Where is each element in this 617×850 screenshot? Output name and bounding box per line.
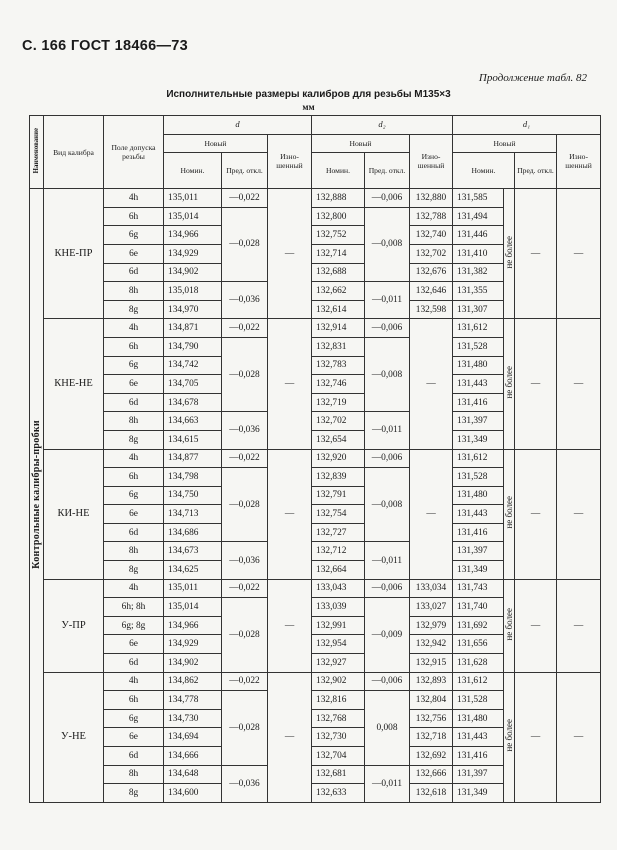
d2-deviation-cell: —0,008 — [365, 468, 410, 542]
d-deviation-cell: —0,022 — [222, 319, 268, 338]
d-nominal-cell: 134,663 — [164, 412, 222, 431]
d2-nominal-cell: 132,954 — [312, 635, 365, 654]
d-nominal-cell: 134,694 — [164, 728, 222, 747]
d1-nominal-cell: 131,397 — [453, 542, 504, 561]
d2-deviation-cell: —0,011 — [365, 765, 410, 802]
d1-nominal-cell: 131,628 — [453, 654, 504, 673]
d-nominal-cell: 134,902 — [164, 654, 222, 673]
header-d2-pred: Пред. откл. — [365, 153, 410, 189]
gauge-type-cell: КИ-НЕ — [44, 449, 104, 579]
tolerance-field-cell: 6g; 8g — [104, 616, 164, 635]
tolerance-field-cell: 6h — [104, 207, 164, 226]
d1-nominal-cell: 131,443 — [453, 505, 504, 524]
d1-nominal-cell: 131,410 — [453, 244, 504, 263]
d-nominal-cell: 134,929 — [164, 635, 222, 654]
d2-nominal-cell: 132,768 — [312, 709, 365, 728]
tolerance-field-cell: 6d — [104, 747, 164, 766]
d2-worn-cell: 132,979 — [410, 616, 453, 635]
header-d2: d₂ — [312, 116, 453, 135]
d2-worn-cell: 133,027 — [410, 598, 453, 617]
d-nominal-cell: 135,011 — [164, 579, 222, 598]
d2-worn-cell: 132,942 — [410, 635, 453, 654]
tolerance-field-cell: 8g — [104, 561, 164, 580]
d-nominal-cell: 134,877 — [164, 449, 222, 468]
d1-worn-cell: — — [557, 189, 601, 319]
d2-nominal-cell: 132,714 — [312, 244, 365, 263]
tolerance-field-cell: 8g — [104, 300, 164, 319]
d-nominal-cell: 134,705 — [164, 375, 222, 394]
d2-nominal-cell: 132,839 — [312, 468, 365, 487]
page-header: С. 166 ГОСТ 18466—73 — [22, 38, 189, 54]
d-nominal-cell: 135,014 — [164, 598, 222, 617]
d1-nominal-cell: 131,480 — [453, 356, 504, 375]
tolerance-field-cell: 8h — [104, 282, 164, 301]
d-nominal-cell: 135,011 — [164, 189, 222, 208]
d-deviation-cell: —0,028 — [222, 337, 268, 411]
d1-deviation-cell: — — [515, 672, 557, 802]
d1-nominal-cell: 131,416 — [453, 393, 504, 412]
header-d2-iznosh: Изно-шенный — [410, 134, 453, 189]
tolerance-field-cell: 8g — [104, 430, 164, 449]
tolerance-field-cell: 6h; 8h — [104, 598, 164, 617]
d-worn-cell: — — [268, 579, 312, 672]
header-d: d — [164, 116, 312, 135]
tolerance-field-cell: 6e — [104, 375, 164, 394]
d2-nominal-cell: 132,927 — [312, 654, 365, 673]
table-row — [30, 449, 601, 468]
units-label: мм — [302, 102, 315, 112]
d2-worn-cell: 132,666 — [410, 765, 453, 784]
d-deviation-cell: —0,036 — [222, 412, 268, 449]
d-deviation-cell: —0,022 — [222, 672, 268, 691]
d-deviation-cell: —0,022 — [222, 579, 268, 598]
d1-nominal-cell: 131,743 — [453, 579, 504, 598]
table-continuation-note: Продолжение табл. 82 — [478, 72, 587, 84]
header-d-pred: Пред. откл. — [222, 153, 268, 189]
d1-nominal-cell: 131,443 — [453, 375, 504, 394]
tolerance-field-cell: 4h — [104, 579, 164, 598]
d1-limit-cell — [504, 579, 515, 672]
d2-nominal-cell: 132,654 — [312, 430, 365, 449]
d2-worn-cell: 132,804 — [410, 691, 453, 710]
table-row — [30, 189, 601, 208]
d-deviation-cell: —0,036 — [222, 282, 268, 319]
d2-nominal-cell: 132,614 — [312, 300, 365, 319]
d2-worn-cell: 133,034 — [410, 579, 453, 598]
table-row — [30, 579, 601, 598]
d2-deviation-cell: —0,006 — [365, 579, 410, 598]
d1-nominal-cell: 131,480 — [453, 486, 504, 505]
d2-nominal-cell: 133,039 — [312, 598, 365, 617]
d1-nominal-cell: 131,494 — [453, 207, 504, 226]
d2-worn-cell: 132,646 — [410, 282, 453, 301]
d-nominal-cell: 134,778 — [164, 691, 222, 710]
tolerance-field-cell: 6h — [104, 468, 164, 487]
d1-nominal-cell: 131,416 — [453, 523, 504, 542]
ne-bolee-label: не более — [504, 366, 515, 399]
tolerance-field-cell: 8h — [104, 542, 164, 561]
tolerance-field-cell: 6e — [104, 244, 164, 263]
d2-worn-cell: 132,676 — [410, 263, 453, 282]
d-nominal-cell: 134,970 — [164, 300, 222, 319]
d-nominal-cell: 134,600 — [164, 784, 222, 803]
header-d1-iznosh: Изно-шенный — [557, 134, 601, 189]
d1-nominal-cell: 131,692 — [453, 616, 504, 635]
tolerance-field-cell: 4h — [104, 672, 164, 691]
d1-nominal-cell: 131,355 — [453, 282, 504, 301]
ne-bolee-label: не более — [504, 496, 515, 529]
d1-nominal-cell: 131,528 — [453, 337, 504, 356]
d-nominal-cell: 134,615 — [164, 430, 222, 449]
d1-worn-cell: — — [557, 672, 601, 802]
header-pole-dopuska: Поле допуска резьбы — [104, 116, 164, 189]
d1-nominal-cell: 131,480 — [453, 709, 504, 728]
d1-deviation-cell: — — [515, 449, 557, 579]
d1-nominal-cell: 131,349 — [453, 784, 504, 803]
d1-nominal-cell: 131,528 — [453, 468, 504, 487]
d-worn-cell: — — [268, 319, 312, 449]
d1-limit-cell — [504, 319, 515, 449]
d2-worn-cell: 132,598 — [410, 300, 453, 319]
d-nominal-cell: 134,966 — [164, 616, 222, 635]
d2-worn-cell: 132,740 — [410, 226, 453, 245]
d-worn-cell: — — [268, 672, 312, 802]
d2-nominal-cell: 132,633 — [312, 784, 365, 803]
d1-worn-cell: — — [557, 319, 601, 449]
d-nominal-cell: 134,966 — [164, 226, 222, 245]
header-d1-novyi: Новый — [453, 134, 557, 153]
d-nominal-cell: 134,929 — [164, 244, 222, 263]
ne-bolee-label: не более — [504, 236, 515, 269]
header-d-iznosh: Изно-шенный — [268, 134, 312, 189]
d2-nominal-cell: 132,991 — [312, 616, 365, 635]
d2-worn-cell: 132,915 — [410, 654, 453, 673]
d1-deviation-cell: — — [515, 319, 557, 449]
d1-nominal-cell: 131,656 — [453, 635, 504, 654]
d2-nominal-cell: 132,746 — [312, 375, 365, 394]
d1-nominal-cell: 131,528 — [453, 691, 504, 710]
table-body — [30, 189, 601, 803]
d1-nominal-cell: 131,349 — [453, 561, 504, 580]
d-nominal-cell: 134,678 — [164, 393, 222, 412]
d2-nominal-cell: 133,043 — [312, 579, 365, 598]
ne-bolee-label: не более — [504, 607, 515, 641]
d2-nominal-cell: 132,702 — [312, 412, 365, 431]
gauge-dimensions-table-wrap — [29, 115, 600, 803]
d1-worn-cell: — — [557, 579, 601, 672]
header-vid-kalibra: Вид калибра — [44, 116, 104, 189]
d-deviation-cell: —0,028 — [222, 468, 268, 542]
d2-worn-cell: 132,618 — [410, 784, 453, 803]
d1-nominal-cell: 131,585 — [453, 189, 504, 208]
d1-deviation-cell: — — [515, 579, 557, 672]
d1-worn-cell: — — [557, 449, 601, 579]
d-deviation-cell: —0,028 — [222, 207, 268, 281]
d2-deviation-cell: —0,011 — [365, 412, 410, 449]
d2-worn-cell: 132,880 — [410, 189, 453, 208]
tolerance-field-cell: 6e — [104, 635, 164, 654]
d1-nominal-cell: 131,612 — [453, 319, 504, 338]
tolerance-field-cell: 6e — [104, 505, 164, 524]
table-title: Исполнительные размеры калибров для резьбы М135×3 — [166, 89, 451, 100]
d-nominal-cell: 134,730 — [164, 709, 222, 728]
d2-nominal-cell: 132,712 — [312, 542, 365, 561]
header-d-novyi: Новый — [164, 134, 268, 153]
d-nominal-cell: 134,666 — [164, 747, 222, 766]
d2-nominal-cell: 132,754 — [312, 505, 365, 524]
d1-nominal-cell: 131,612 — [453, 449, 504, 468]
d-deviation-cell: —0,022 — [222, 189, 268, 208]
tolerance-field-cell: 6g — [104, 709, 164, 728]
d2-worn-cell: 132,893 — [410, 672, 453, 691]
d-nominal-cell: 134,862 — [164, 672, 222, 691]
d-worn-cell: — — [268, 189, 312, 319]
header-naimenovanie — [30, 116, 44, 189]
d1-nominal-cell: 131,397 — [453, 412, 504, 431]
tolerance-field-cell: 4h — [104, 449, 164, 468]
d2-deviation-cell: —0,006 — [365, 189, 410, 208]
d2-deviation-cell: —0,011 — [365, 282, 410, 319]
header-d2-nomin: Номин. — [312, 153, 365, 189]
d2-nominal-cell: 132,719 — [312, 393, 365, 412]
tolerance-field-cell: 4h — [104, 319, 164, 338]
d2-nominal-cell: 132,727 — [312, 523, 365, 542]
d1-nominal-cell: 131,382 — [453, 263, 504, 282]
tolerance-field-cell: 6d — [104, 393, 164, 412]
d2-nominal-cell: 132,816 — [312, 691, 365, 710]
d2-nominal-cell: 132,902 — [312, 672, 365, 691]
d2-nominal-cell: 132,752 — [312, 226, 365, 245]
d2-nominal-cell: 132,664 — [312, 561, 365, 580]
d2-nominal-cell: 132,681 — [312, 765, 365, 784]
d-worn-cell: — — [268, 449, 312, 579]
header-d-nomin: Номин. — [164, 153, 222, 189]
d1-limit-cell — [504, 449, 515, 579]
d-nominal-cell: 134,742 — [164, 356, 222, 375]
tolerance-field-cell: 8h — [104, 412, 164, 431]
tolerance-field-cell: 6d — [104, 263, 164, 282]
d2-worn-cell: 132,756 — [410, 709, 453, 728]
d-deviation-cell: —0,028 — [222, 691, 268, 765]
d-deviation-cell: —0,028 — [222, 598, 268, 672]
d-nominal-cell: 134,902 — [164, 263, 222, 282]
d1-nominal-cell: 131,307 — [453, 300, 504, 319]
d2-worn-cell: 132,718 — [410, 728, 453, 747]
tolerance-field-cell: 6g — [104, 486, 164, 505]
d-nominal-cell: 134,790 — [164, 337, 222, 356]
d2-deviation-cell: —0,008 — [365, 207, 410, 281]
d1-deviation-cell: — — [515, 189, 557, 319]
header-d1: d₁ — [453, 116, 601, 135]
d2-nominal-cell: 132,704 — [312, 747, 365, 766]
header-d2-novyi: Новый — [312, 134, 410, 153]
table-row — [30, 672, 601, 691]
d2-worn-cell: — — [410, 319, 453, 449]
tolerance-field-cell: 6g — [104, 226, 164, 245]
d2-worn-cell: — — [410, 449, 453, 579]
tolerance-field-cell: 6g — [104, 356, 164, 375]
tolerance-field-cell: 4h — [104, 189, 164, 208]
d-deviation-cell: —0,036 — [222, 765, 268, 802]
d-nominal-cell: 134,713 — [164, 505, 222, 524]
d1-nominal-cell: 131,612 — [453, 672, 504, 691]
d2-deviation-cell: —0,011 — [365, 542, 410, 579]
d2-nominal-cell: 132,888 — [312, 189, 365, 208]
d2-deviation-cell: —0,009 — [365, 598, 410, 672]
d2-worn-cell: 132,702 — [410, 244, 453, 263]
d2-deviation-cell: —0,006 — [365, 319, 410, 338]
d2-worn-cell: 132,692 — [410, 747, 453, 766]
d2-nominal-cell: 132,730 — [312, 728, 365, 747]
gauge-type-cell: У-ПР — [44, 579, 104, 672]
header-naimenovanie-text: Наименование — [33, 128, 40, 174]
d-deviation-cell: —0,036 — [222, 542, 268, 579]
header-d1-pred: Пред. откл. — [515, 153, 557, 189]
gauge-type-cell: КНЕ-НЕ — [44, 319, 104, 449]
d-nominal-cell: 134,648 — [164, 765, 222, 784]
d-nominal-cell: 134,686 — [164, 523, 222, 542]
d1-nominal-cell: 131,446 — [453, 226, 504, 245]
d-nominal-cell: 135,018 — [164, 282, 222, 301]
d1-limit-cell — [504, 189, 515, 319]
d2-nominal-cell: 132,688 — [312, 263, 365, 282]
d2-deviation-cell: —0,008 — [365, 337, 410, 411]
d-deviation-cell: —0,022 — [222, 449, 268, 468]
d-nominal-cell: 134,673 — [164, 542, 222, 561]
d-nominal-cell: 134,625 — [164, 561, 222, 580]
gauge-type-cell: КНЕ-ПР — [44, 189, 104, 319]
d2-nominal-cell: 132,783 — [312, 356, 365, 375]
d1-nominal-cell: 131,349 — [453, 430, 504, 449]
d2-deviation-cell: —0,006 — [365, 449, 410, 468]
d1-nominal-cell: 131,416 — [453, 747, 504, 766]
tolerance-field-cell: 6d — [104, 523, 164, 542]
gauge-dimensions-table — [29, 115, 601, 803]
d2-nominal-cell: 132,920 — [312, 449, 365, 468]
d1-nominal-cell: 131,740 — [453, 598, 504, 617]
d2-deviation-cell: —0,006 — [365, 672, 410, 691]
gauge-type-cell: У-НЕ — [44, 672, 104, 802]
tolerance-field-cell: 6h — [104, 337, 164, 356]
table-row — [30, 319, 601, 338]
group-label: Контрольные калибры-пробки — [30, 419, 42, 569]
d2-deviation-cell: 0,008 — [365, 691, 410, 765]
d2-nominal-cell: 132,662 — [312, 282, 365, 301]
d2-nominal-cell: 132,831 — [312, 337, 365, 356]
tolerance-field-cell: 6e — [104, 728, 164, 747]
ne-bolee-label: не более — [504, 719, 515, 752]
d2-worn-cell: 132,788 — [410, 207, 453, 226]
group-label-cell — [30, 189, 44, 803]
d1-nominal-cell: 131,397 — [453, 765, 504, 784]
header-d1-nomin: Номин. — [453, 153, 515, 189]
d-nominal-cell: 134,871 — [164, 319, 222, 338]
d2-nominal-cell: 132,791 — [312, 486, 365, 505]
d1-limit-cell — [504, 672, 515, 802]
d-nominal-cell: 134,750 — [164, 486, 222, 505]
d2-nominal-cell: 132,800 — [312, 207, 365, 226]
tolerance-field-cell: 6d — [104, 654, 164, 673]
d1-nominal-cell: 131,443 — [453, 728, 504, 747]
tolerance-field-cell: 6h — [104, 691, 164, 710]
tolerance-field-cell: 8h — [104, 765, 164, 784]
d-nominal-cell: 135,014 — [164, 207, 222, 226]
d2-nominal-cell: 132,914 — [312, 319, 365, 338]
d-nominal-cell: 134,798 — [164, 468, 222, 487]
tolerance-field-cell: 8g — [104, 784, 164, 803]
